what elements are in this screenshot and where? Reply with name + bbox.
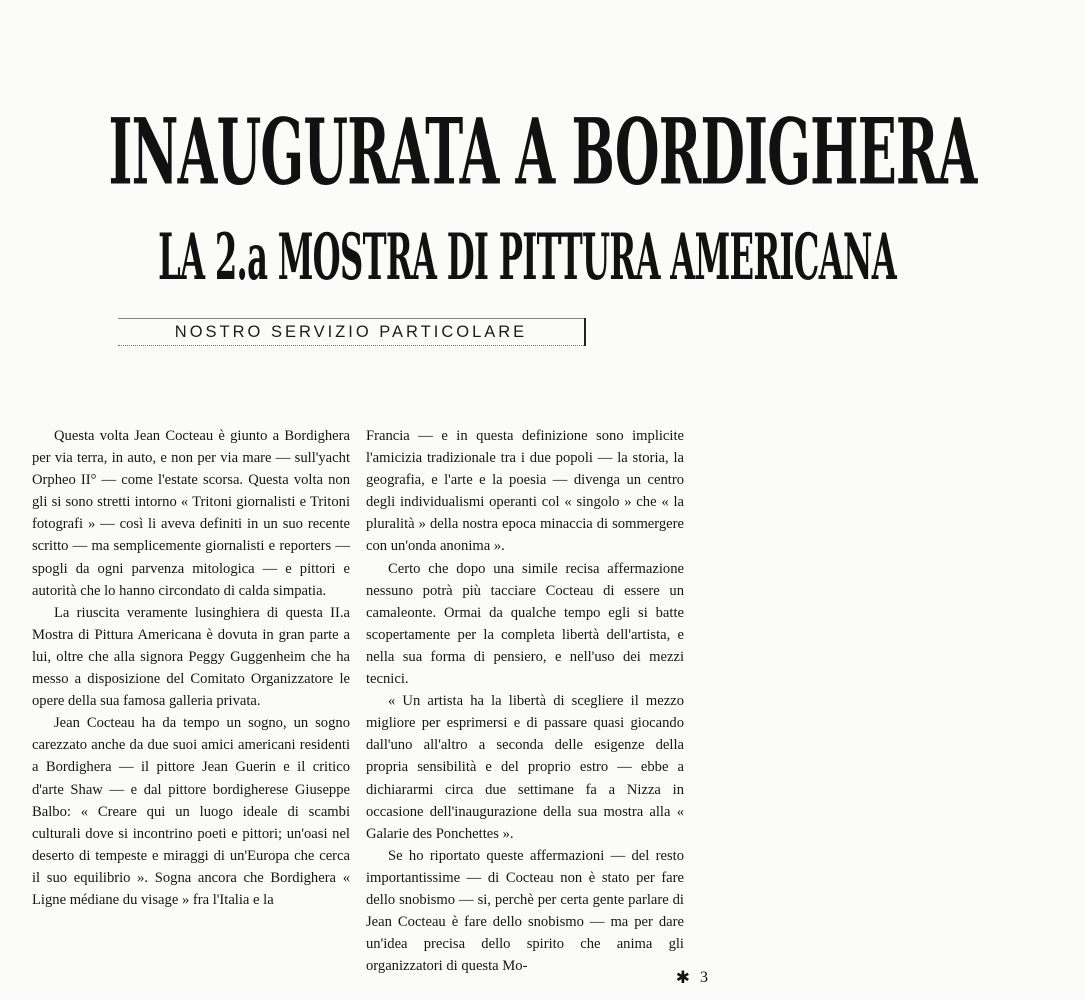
article-column-left [32,425,350,911]
paragraph-continuation: Francia — e in questa definizione sono implicite l'amicizia tradizionale tra i due popoli — la storia, la geografia, e l'arte e la poesia — divenga un centro degli individualismi operanti col « singolo » che « la pluralità » della nostra epoca minaccia di sommergere con un'onda anonima ». [366,428,684,555]
star-icon: ✱ [675,968,690,988]
headline-line-2 [0,219,897,294]
headline-line-1 [0,99,977,206]
paragraph: « Un artista ha la libertà di scegliere il mezzo migliore per esprimersi e di passare quasi giocando dall'uno all'altro a seconda delle esigenze della propria sensibilità e del proprio estro — ebbe a dichiararmi circa due settimane fa a Nizza in occasione dell'inaugurazione della sua mostra alla « Galarie des Ponchettes ». [366,693,684,842]
paragraph: Certo che dopo una simile recisa affermazione nessuno potrà più tacciare Cocteau di essere un camaleonte. Ormai da qualche tempo egli si batte scopertamente per la completa libertà dell'artista, e nella sua forma di pensiero, e nell'uso dei mezzi tecnici. [366,560,684,688]
kicker-box [118,318,586,346]
paragraph: La riuscita veramente lusinghiera di questa II.a Mostra di Pittura Americana è dovuta in gran parte a lui, oltre che alla signora Peggy Guggenheim che ha messo a disposizione del Comitato Organizzatore le opere della sua famosa galleria privata. [32,604,350,710]
page-folio [676,968,708,988]
paragraph: Questa volta Jean Cocteau è giunto a Bordighera per via terra, in auto, e non per via mare — sull'yacht Orpheo II° — come l'estate scorsa. Questa volta non gli si sono stretti intorno « Tritoni giornalisti e Tritoni fotografi » — così li aveva definiti in un suo recente scritto — ma semplicemente giornalisti e reporters — spogli da ogni parvenza mitologica — e pittori e autorità che lo hanno circondato di calda simpatia. [32,428,350,599]
headline-line-1-text: INAUGURATA A BORDIGHERA [108,99,977,206]
paragraph: Se ho riportato queste affermazioni — del resto importantissime — di Cocteau non è stato per fare dello snobismo — si, perchè per certa gente parlare di Jean Cocteau è fare dello snobismo — ma per dare un'idea precisa dello spirito che anima gli organizzatori di questa Mo- [366,847,684,975]
article-column-right [366,425,684,977]
headline-line-2-text: LA 2.a MOSTRA DI PITTURA AMERICANA [158,219,897,294]
kicker-text: NOSTRO SERVIZIO PARTICOLARE [174,322,528,341]
paragraph: Jean Cocteau ha da tempo un sogno, un sogno carezzato anche da due suoi amici americani residenti a Bordighera — il pittore Jean Guerin e il critico d'arte Shaw — e dal pittore bordigherese Giuseppe Balbo: « Creare qui un luogo ideale di scambi culturali dove si incontrino poeti e pittori; un'oasi nel deserto di tempeste e miraggi di un'Europa che cerca il suo equilibrio ». Sogna ancora che Bordighera « Ligne médiane du visage » fra l'Italia e la [32,715,350,908]
page-number: 3 [700,969,708,986]
